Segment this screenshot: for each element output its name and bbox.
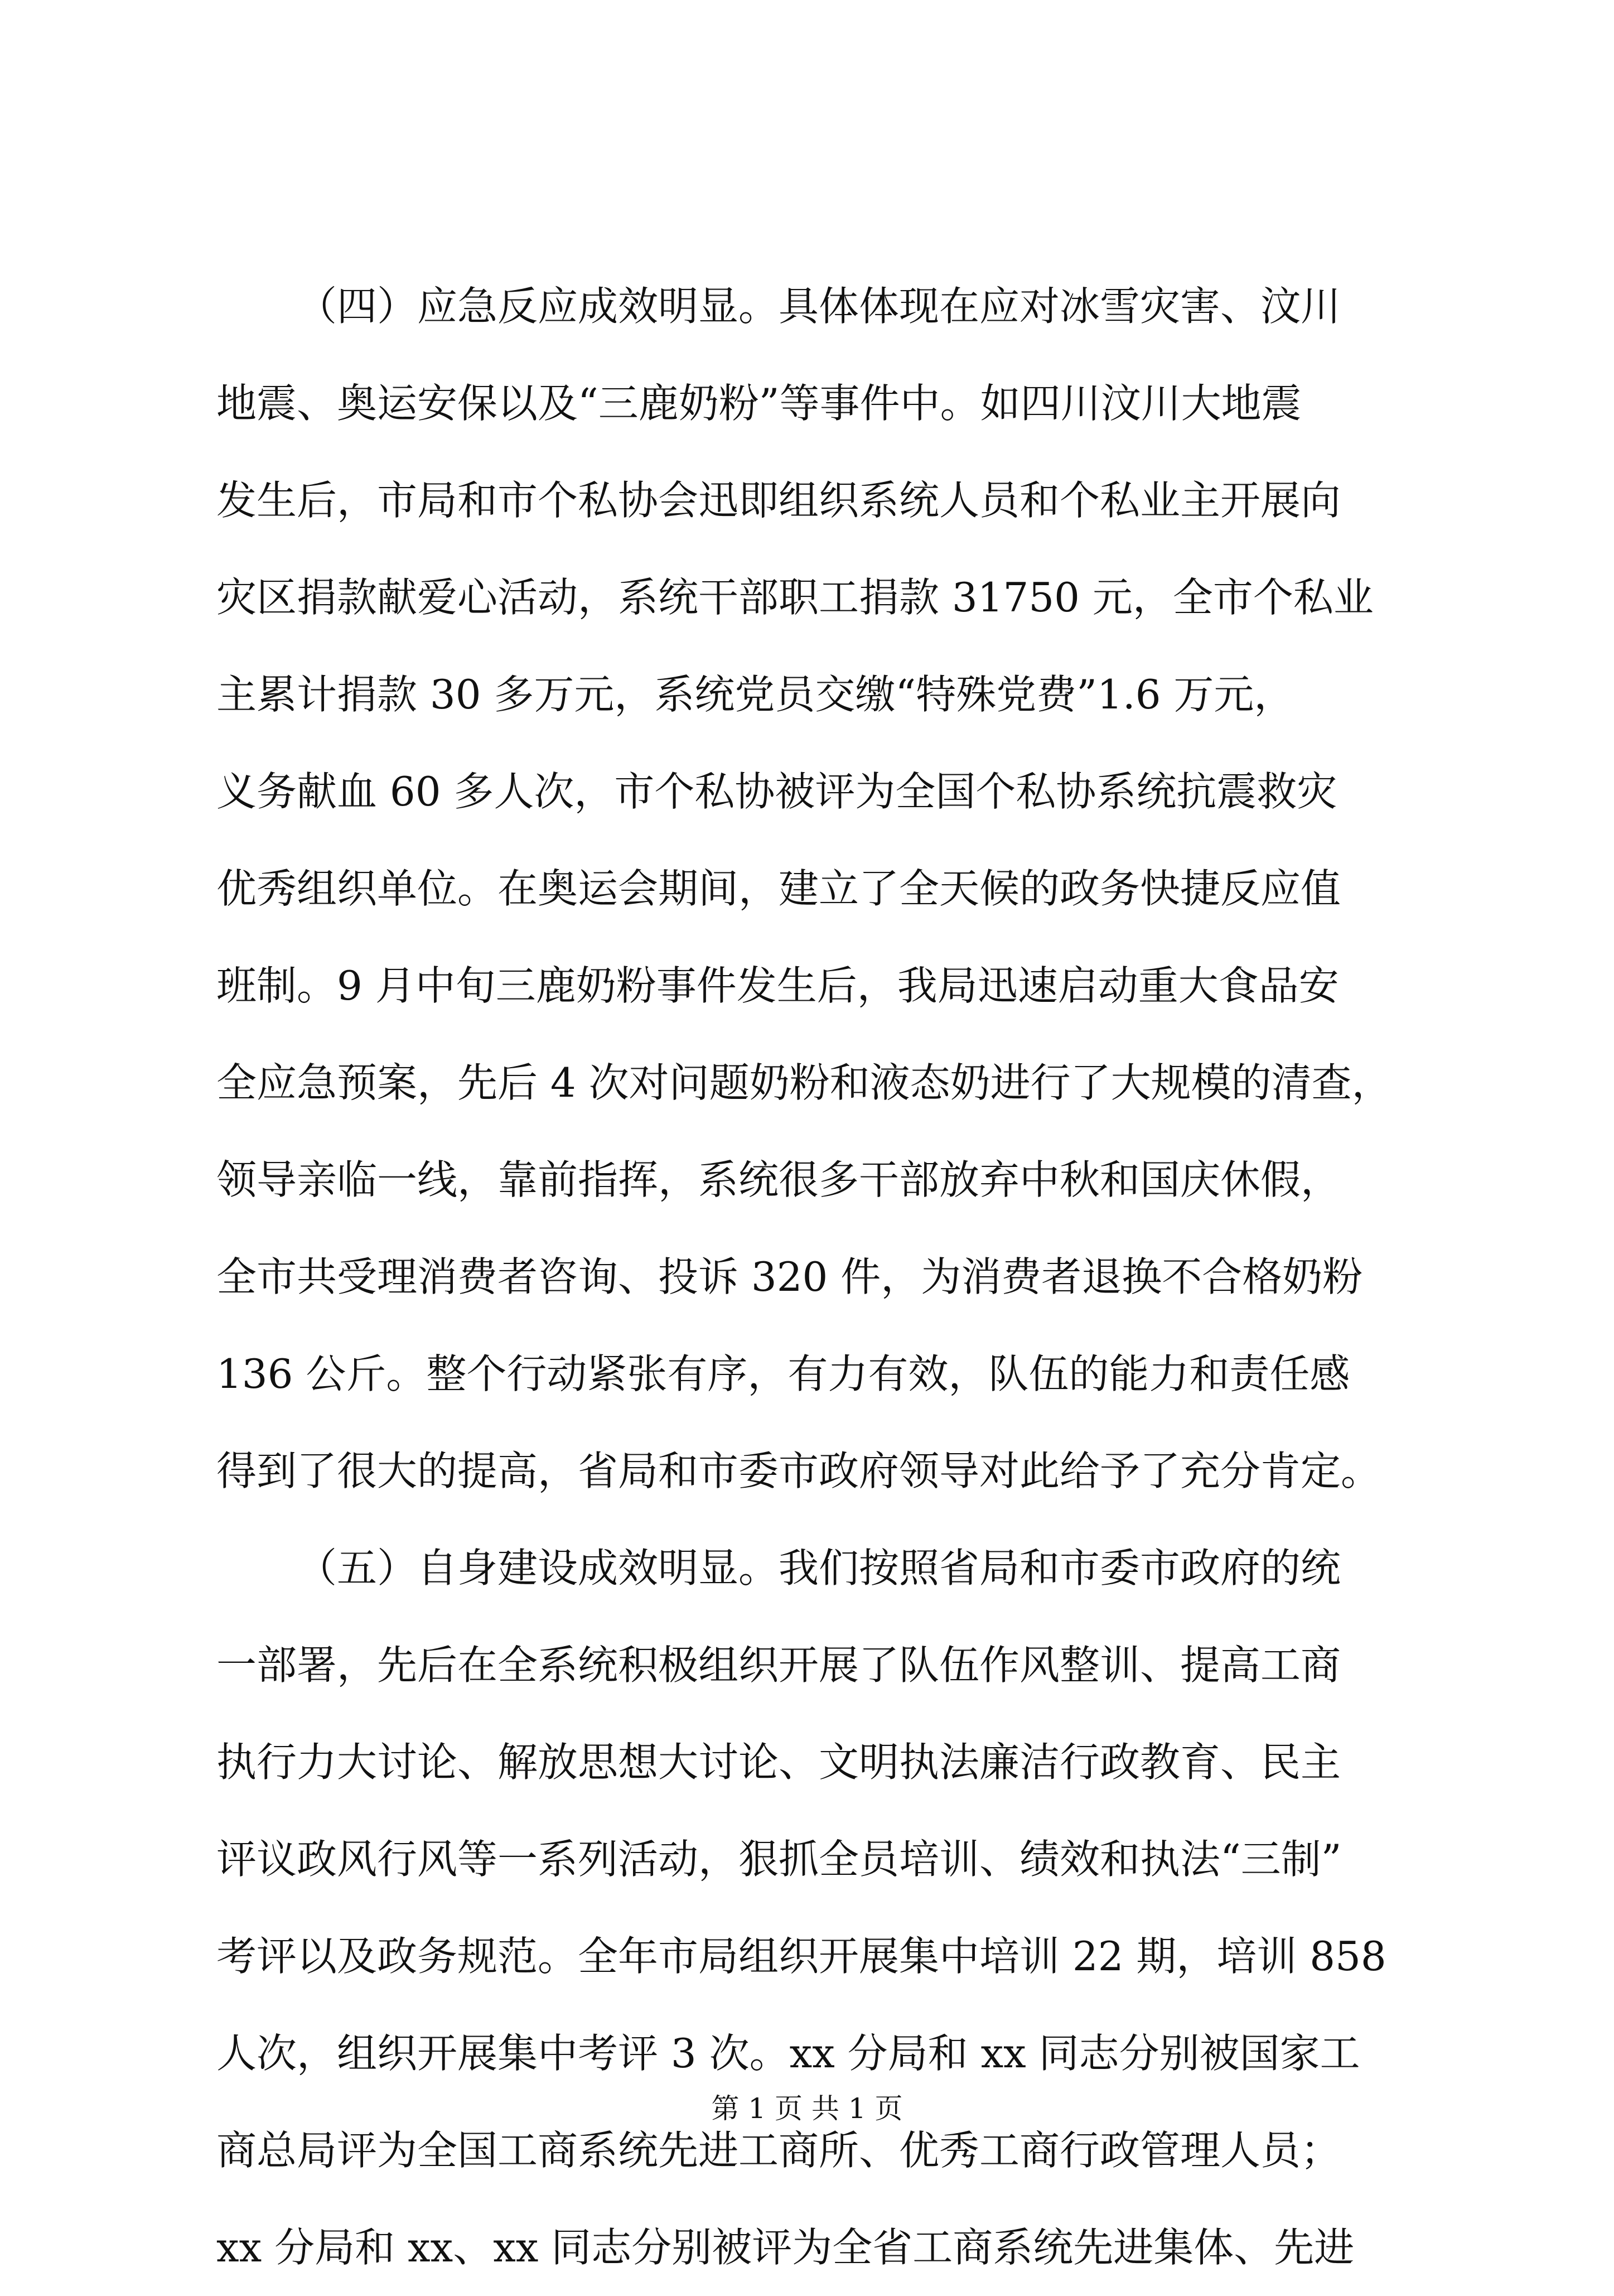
- text-line: 执行力大讨论、解放思想大讨论、文明执法廉洁行政教育、民主: [216, 1739, 1341, 1786]
- text-line: 优秀组织单位。在奥运会期间，建立了全天候的政务快捷反应值: [216, 865, 1341, 912]
- text-line: 得到了很大的提高，省局和市委市政府领导对此给予了充分肯定。: [216, 1448, 1381, 1494]
- text-line: 班制。9 月中旬三鹿奶粉事件发生后，我局迅速启动重大食品安: [216, 962, 1339, 1009]
- page-indicator: 第 1 页 共 1 页: [711, 2092, 903, 2125]
- text-line: 考评以及政务规范。全年市局组织开展集中培训 22 期，培训 858: [216, 1933, 1386, 1980]
- text-line: 地震、奥运安保以及“三鹿奶粉”等事件中。如四川汶川大地震: [216, 380, 1302, 427]
- document-body: [216, 258, 1399, 2296]
- text-line: 领导亲临一线，靠前指挥，系统很多干部放弃中秋和国庆休假，: [216, 1156, 1341, 1203]
- text-line: 灾区捐款献爱心活动，系统干部职工捐款 31750 元，全市个私业: [216, 574, 1374, 621]
- text-line: 商总局评为全国工商系统先进工商所、优秀工商行政管理人员；: [216, 2127, 1341, 2174]
- text-line: 发生后，市局和市个私协会迅即组织系统人员和个私业主开展向: [216, 477, 1341, 524]
- text-line: 全应急预案，先后 4 次对问题奶粉和液态奶进行了大规模的清查，: [216, 1059, 1392, 1106]
- text-line: 义务献血 60 多人次，市个私协被评为全国个私协系统抗震救灾: [216, 768, 1337, 815]
- text-line: 136 公斤。整个行动紧张有序，有力有效，队伍的能力和责任感: [216, 1350, 1350, 1397]
- text-line: xx 分局和 xx、xx 同志分别被评为全省工商系统先进集体、先进: [216, 2224, 1355, 2271]
- text-line: （四）应急反应成效明显。具体体现在应对冰雪灾害、汶川: [297, 283, 1341, 330]
- text-line: 人次，组织开展集中考评 3 次。xx 分局和 xx 同志分别被国家工: [216, 2030, 1360, 2077]
- page-footer: [0, 2089, 1614, 2128]
- text-line: 一部署，先后在全系统积极组织开展了队伍作风整训、提高工商: [216, 1642, 1341, 1689]
- text-line: 全市共受理消费者咨询、投诉 320 件，为消费者退换不合格奶粉: [216, 1253, 1363, 1300]
- text-line: （五）自身建设成效明显。我们按照省局和市委市政府的统: [297, 1545, 1341, 1591]
- text-line: 主累计捐款 30 多万元，系统党员交缴“特殊党费”1.6 万元，: [216, 671, 1294, 718]
- text-line: 评议政风行风等一系列活动，狠抓全员培训、绩效和执法“三制”: [216, 1836, 1342, 1883]
